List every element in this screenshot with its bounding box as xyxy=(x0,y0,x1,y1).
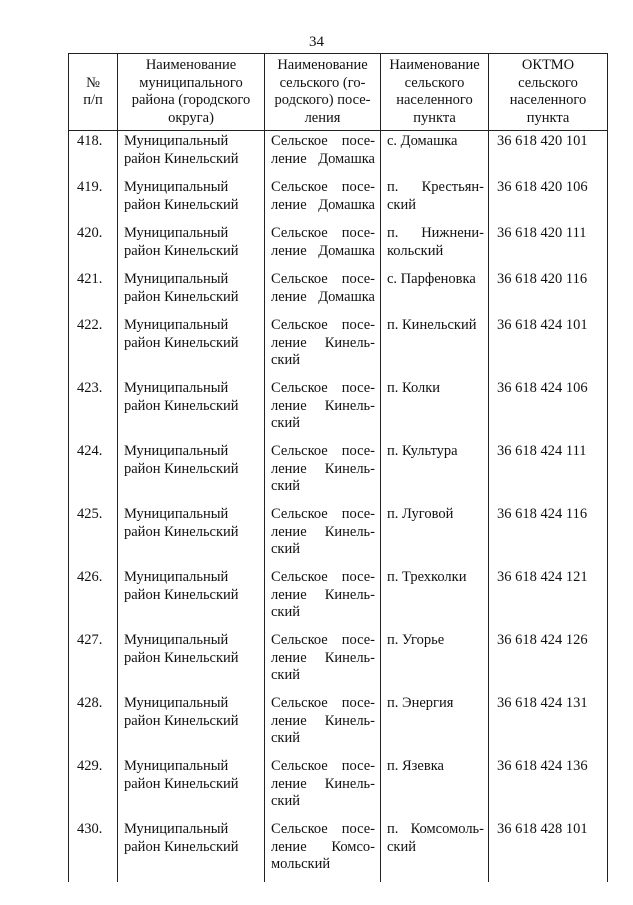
row-number: 430. xyxy=(69,819,118,882)
oktmo-code: 36 618 424 116 xyxy=(489,504,608,567)
table-row xyxy=(69,378,608,441)
district-name: Муниципальный район Кинельский xyxy=(118,819,265,882)
header-oktmo: ОКТМО сельского населенного пункта xyxy=(489,54,608,131)
district-name: Муниципальный район Кинельский xyxy=(118,177,265,223)
oktmo-code: 36 618 420 116 xyxy=(489,269,608,315)
district-name: Муниципальный район Кинельский xyxy=(118,131,265,178)
settlement-name: Сельское посе- ление Кинель- ский xyxy=(265,315,381,378)
table-row xyxy=(69,441,608,504)
table-row xyxy=(69,567,608,630)
row-number: 423. xyxy=(69,378,118,441)
row-number: 425. xyxy=(69,504,118,567)
settlement-name: Сельское посе- ление Домашка xyxy=(265,223,381,269)
settlement-name: Сельское посе- ление Домашка xyxy=(265,131,381,178)
table-row xyxy=(69,693,608,756)
settlement-name: Сельское посе- ление Кинель- ский xyxy=(265,693,381,756)
district-name: Муниципальный район Кинельский xyxy=(118,756,265,819)
settlement-name: Сельское посе- ление Кинель- ский xyxy=(265,504,381,567)
district-name: Муниципальный район Кинельский xyxy=(118,378,265,441)
oktmo-code: 36 618 424 126 xyxy=(489,630,608,693)
settlement-name: Сельское посе- ление Кинель- ский xyxy=(265,630,381,693)
locality-name: с. Домашка xyxy=(381,131,489,178)
table-header-row xyxy=(69,54,608,131)
district-name: Муниципальный район Кинельский xyxy=(118,269,265,315)
district-name: Муниципальный район Кинельский xyxy=(118,504,265,567)
table-row xyxy=(69,177,608,223)
locality-name: п. Нижнени- кольский xyxy=(381,223,489,269)
locality-name: п. Луговой xyxy=(381,504,489,567)
table-row xyxy=(69,223,608,269)
row-number: 424. xyxy=(69,441,118,504)
locality-name: п. Трехколки xyxy=(381,567,489,630)
table-row xyxy=(69,819,608,882)
page-number: 34 xyxy=(309,34,324,50)
settlement-name: Сельское посе- ление Комсо- мольский xyxy=(265,819,381,882)
oktmo-code: 36 618 424 101 xyxy=(489,315,608,378)
district-name: Муниципальный район Кинельский xyxy=(118,693,265,756)
oktmo-code: 36 618 420 106 xyxy=(489,177,608,223)
locality-name: п. Колки xyxy=(381,378,489,441)
row-number: 428. xyxy=(69,693,118,756)
district-name: Муниципальный район Кинельский xyxy=(118,223,265,269)
header-locality: Наименование сельского населенного пункта xyxy=(381,54,489,131)
locality-name: с. Парфеновка xyxy=(381,269,489,315)
oktmo-code: 36 618 420 111 xyxy=(489,223,608,269)
table-row xyxy=(69,504,608,567)
oktmo-code: 36 618 420 101 xyxy=(489,131,608,178)
row-number: 421. xyxy=(69,269,118,315)
oktmo-code: 36 618 428 101 xyxy=(489,819,608,882)
oktmo-code: 36 618 424 136 xyxy=(489,756,608,819)
settlement-name: Сельское посе- ление Кинель- ский xyxy=(265,567,381,630)
locality-name: п. Язевка xyxy=(381,756,489,819)
district-name: Муниципальный район Кинельский xyxy=(118,567,265,630)
row-number: 422. xyxy=(69,315,118,378)
settlement-name: Сельское посе- ление Домашка xyxy=(265,177,381,223)
oktmo-code: 36 618 424 131 xyxy=(489,693,608,756)
locality-name: п. Угорье xyxy=(381,630,489,693)
row-number: 426. xyxy=(69,567,118,630)
table-row xyxy=(69,315,608,378)
settlement-name: Сельское посе- ление Домашка xyxy=(265,269,381,315)
settlement-name: Сельское посе- ление Кинель- ский xyxy=(265,378,381,441)
oktmo-code: 36 618 424 106 xyxy=(489,378,608,441)
row-number: 419. xyxy=(69,177,118,223)
locality-name: п. Энергия xyxy=(381,693,489,756)
district-name: Муниципальный район Кинельский xyxy=(118,315,265,378)
locality-name: п. Кинельский xyxy=(381,315,489,378)
header-district: Наименование муниципального района (городского округа) xyxy=(118,54,265,131)
locality-name: п. Крестьян- ский xyxy=(381,177,489,223)
row-number: 427. xyxy=(69,630,118,693)
table-row xyxy=(69,131,608,178)
locality-name: п. Культура xyxy=(381,441,489,504)
settlement-name: Сельское посе- ление Кинель- ский xyxy=(265,756,381,819)
table-row xyxy=(69,756,608,819)
oktmo-code: 36 618 424 111 xyxy=(489,441,608,504)
table-row xyxy=(69,269,608,315)
row-number: 429. xyxy=(69,756,118,819)
row-number: 418. xyxy=(69,131,118,178)
table-body xyxy=(69,131,608,883)
row-number: 420. xyxy=(69,223,118,269)
table-row xyxy=(69,630,608,693)
settlement-name: Сельское посе- ление Кинель- ский xyxy=(265,441,381,504)
locality-name: п. Комсомоль- ский xyxy=(381,819,489,882)
oktmo-code: 36 618 424 121 xyxy=(489,567,608,630)
header-num: № п/п xyxy=(69,54,118,131)
settlements-table xyxy=(68,53,608,882)
district-name: Муниципальный район Кинельский xyxy=(118,630,265,693)
header-settlement: Наименование сельского (го- родского) посе- ления xyxy=(265,54,381,131)
district-name: Муниципальный район Кинельский xyxy=(118,441,265,504)
